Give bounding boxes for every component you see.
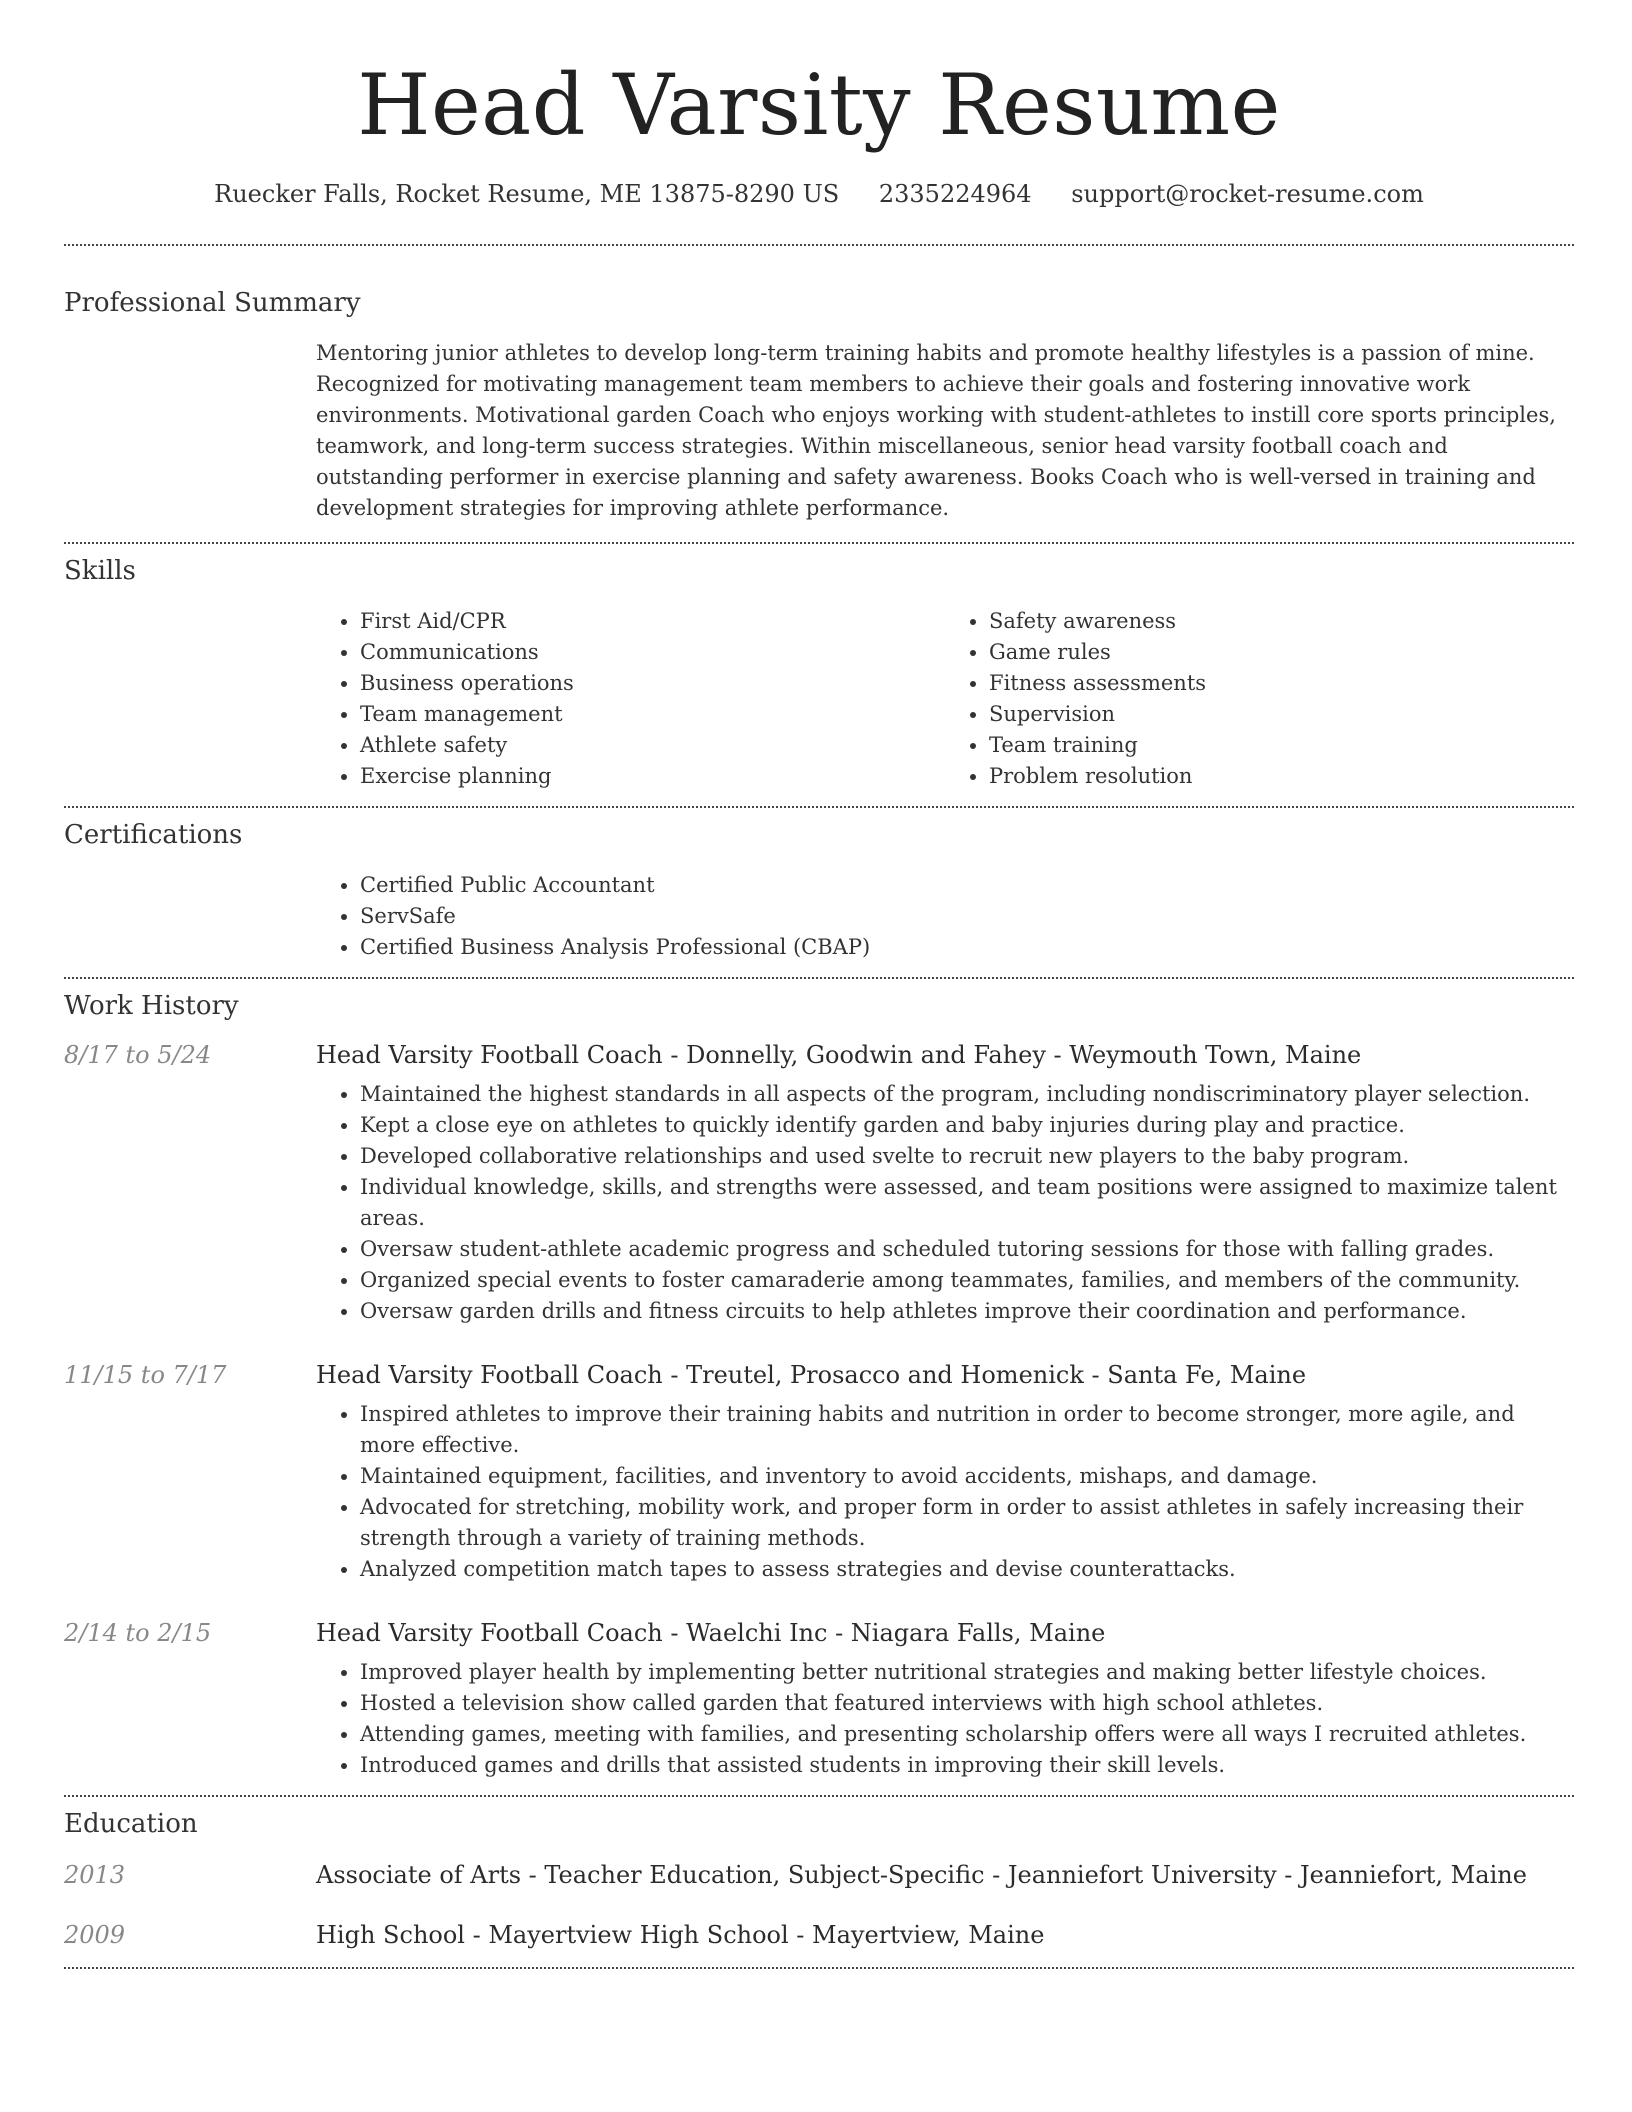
list-item: • Developed collaborative relationships and used svelte to recruit new players to the baby program. (360, 1141, 1574, 1172)
education-year: 2013 (64, 1860, 126, 1889)
list-item: • Certified Public Accountant (360, 870, 1574, 901)
section-title-summary: Professional Summary (64, 287, 361, 318)
resume-page (64, 0, 1574, 1969)
list-item: • Athlete safety (360, 730, 945, 761)
list-item: • Team management (360, 699, 945, 730)
skills-column-right (945, 606, 1574, 792)
list-item: • ServSafe (360, 901, 1574, 932)
list-item: • Attending games, meeting with families, and presenting scholarship offers were all ways I recruited athletes. (360, 1719, 1574, 1750)
divider (64, 977, 1574, 979)
list-item: • Exercise planning (360, 761, 945, 792)
skills-list (316, 606, 1574, 792)
divider (64, 542, 1574, 544)
list-item: • Supervision (989, 699, 1574, 730)
list-item: • Improved player health by implementing better nutritional strategies and making better lifestyle choices. (360, 1657, 1574, 1688)
skills-column-left (316, 606, 945, 792)
list-item: • Introduced games and drills that assisted students in improving their skill levels. (360, 1750, 1574, 1781)
list-item: • First Aid/CPR (360, 606, 945, 637)
list-item: • Hosted a television show called garden that featured interviews with high school athletes. (360, 1688, 1574, 1719)
education-year: 2009 (64, 1920, 126, 1949)
job-dates: 11/15 to 7/17 (64, 1360, 227, 1389)
education-title: High School - Mayertview High School - Mayertview, Maine (316, 1920, 1045, 1949)
divider (64, 244, 1574, 246)
section-title-education: Education (64, 1808, 198, 1839)
section-title-certifications: Certifications (64, 819, 243, 850)
list-item: • Safety awareness (989, 606, 1574, 637)
contact-address: Ruecker Falls, Rocket Resume, ME 13875-8290 US (214, 179, 840, 208)
list-item: • Advocated for stretching, mobility work, and proper form in order to assist athletes in safely increasing their strength through a variety of training methods. (360, 1492, 1574, 1554)
divider (64, 1795, 1574, 1797)
contact-line (64, 180, 1574, 208)
list-item: • Oversaw student-athlete academic progress and scheduled tutoring sessions for those with falling grades. (360, 1234, 1574, 1265)
list-item: • Fitness assessments (989, 668, 1574, 699)
job-dates: 8/17 to 5/24 (64, 1040, 212, 1069)
job-bullets (316, 1399, 1574, 1585)
education-entry (64, 1861, 1574, 1889)
education-entry (64, 1921, 1574, 1949)
resume-name: Head Varsity Resume (357, 56, 1281, 154)
job-entry (64, 1619, 1574, 1647)
section-title-work: Work History (64, 990, 239, 1021)
list-item: • Problem resolution (989, 761, 1574, 792)
job-title: Head Varsity Football Coach - Waelchi Inc - Niagara Falls, Maine (316, 1618, 1106, 1647)
list-item: • Inspired athletes to improve their training habits and nutrition in order to become stronger, more agile, and more effective. (360, 1399, 1574, 1461)
list-item: • Communications (360, 637, 945, 668)
divider (64, 1967, 1574, 1969)
list-item: • Analyzed competition match tapes to assess strategies and devise counterattacks. (360, 1554, 1574, 1585)
list-item: • Maintained the highest standards in all aspects of the program, including nondiscriminatory player selection. (360, 1079, 1574, 1110)
list-item: • Team training (989, 730, 1574, 761)
list-item: • Kept a close eye on athletes to quickly identify garden and baby injuries during play and practice. (360, 1110, 1574, 1141)
summary-text: Mentoring junior athletes to develop long-term training habits and promote healthy lifestyles is a passion of mine. Recognized for motivating management team members to achieve their goals and fostering innovative work environments. Motivational garden Coach who enjoys working with student-athletes to instill core sports principles, teamwork, and long-term success strategies. Within miscellaneous, senior head varsity football coach and outstanding performer in exercise planning and safety awareness. Books Coach who is well-versed in training and development strategies for improving athlete performance. (316, 340, 1556, 520)
list-item: • Oversaw garden drills and fitness circuits to help athletes improve their coordination and performance. (360, 1296, 1574, 1327)
job-entry (64, 1041, 1574, 1069)
job-title: Head Varsity Football Coach - Treutel, Prosacco and Homenick - Santa Fe, Maine (316, 1360, 1307, 1389)
education-title: Associate of Arts - Teacher Education, Subject-Specific - Jeanniefort University - Jeanniefort, Maine (316, 1860, 1527, 1889)
list-item: • Maintained equipment, facilities, and inventory to avoid accidents, mishaps, and damage. (360, 1461, 1574, 1492)
job-bullets (316, 1079, 1574, 1327)
contact-phone: 2335224964 (878, 179, 1032, 208)
section-title-skills: Skills (64, 555, 136, 586)
list-item: • Individual knowledge, skills, and strengths were assessed, and team positions were assigned to maximize talent areas. (360, 1172, 1574, 1234)
list-item: • Certified Business Analysis Professional (CBAP) (360, 932, 1574, 963)
list-item: • Organized special events to foster camaraderie among teammates, families, and members of the community. (360, 1265, 1574, 1296)
divider (64, 806, 1574, 808)
job-entry (64, 1361, 1574, 1389)
list-item: • Business operations (360, 668, 945, 699)
job-bullets (316, 1657, 1574, 1781)
list-item: • Game rules (989, 637, 1574, 668)
contact-email: support@rocket-resume.com (1071, 179, 1424, 208)
job-title: Head Varsity Football Coach - Donnelly, Goodwin and Fahey - Weymouth Town, Maine (316, 1040, 1362, 1069)
certifications-list (316, 870, 1574, 963)
job-dates: 2/14 to 2/15 (64, 1618, 212, 1647)
